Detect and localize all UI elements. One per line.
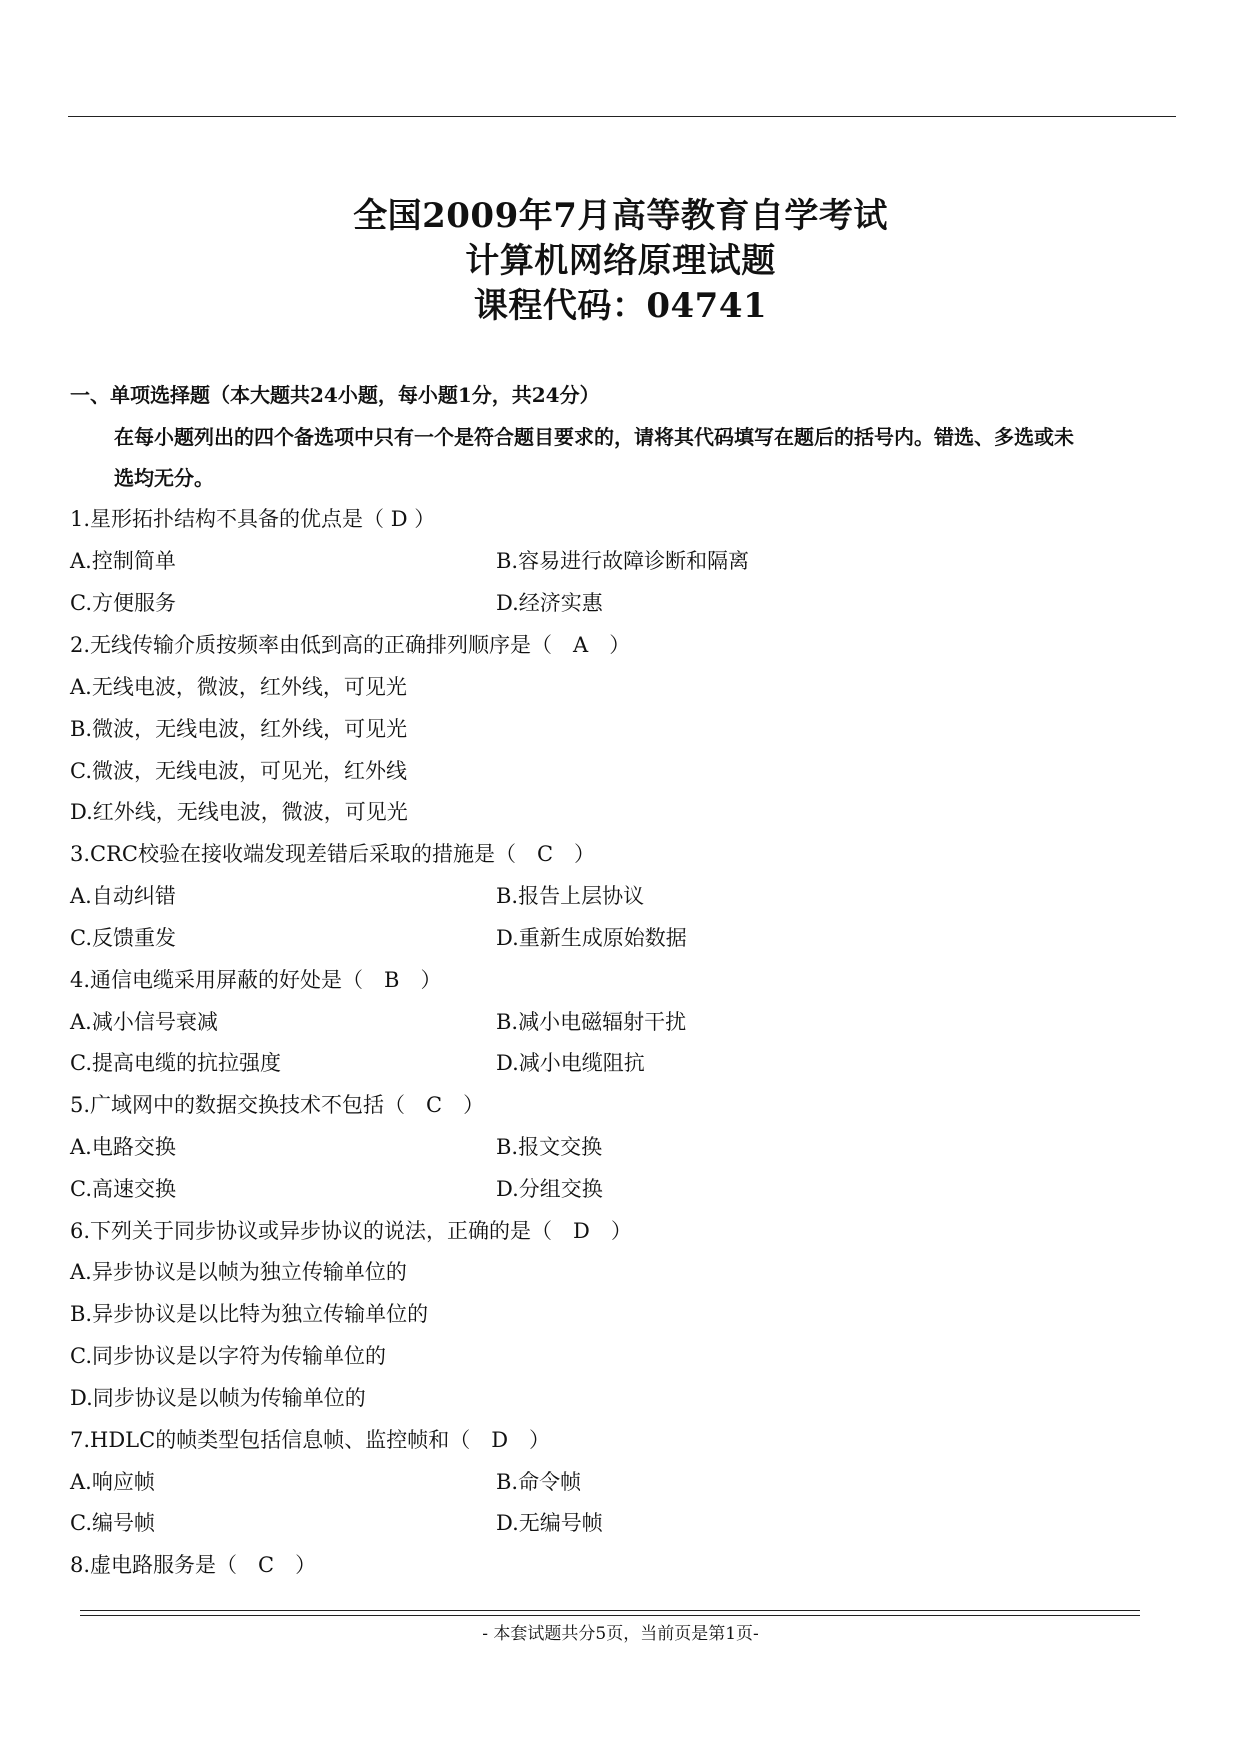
page-footer: - 本套试题共分5页，当前页是第1页- bbox=[482, 1624, 759, 1644]
course-code: 课程代码：04741 bbox=[473, 286, 768, 326]
question-7-option-c: C.编号帧 bbox=[70, 1511, 155, 1535]
question-2-option-c: C.微波，无线电波，可见光，红外线 bbox=[70, 759, 407, 783]
question-1-option-b: B.容易进行故障诊断和隔离 bbox=[496, 549, 750, 573]
section-instruction: 在每小题列出的四个备选项中只有一个是符合题目要求的，请将其代码填写在题后的括号内。错选、多选或未 bbox=[114, 425, 1074, 449]
question-7-option-d: D.无编号帧 bbox=[496, 1511, 603, 1535]
question-7-stem: 7.HDLC的帧类型包括信息帧、监控帧和（ D ） bbox=[70, 1428, 551, 1452]
question-2-option-b: B.微波，无线电波，红外线，可见光 bbox=[70, 717, 408, 741]
question-4-option-d: D.减小电缆阻抗 bbox=[496, 1051, 645, 1075]
question-5-option-b: B.报文交换 bbox=[496, 1135, 603, 1159]
question-6-option-b: B.异步协议是以比特为独立传输单位的 bbox=[70, 1302, 429, 1326]
question-5-stem: 5.广域网中的数据交换技术不包括（ C ） bbox=[70, 1093, 485, 1117]
question-5-option-d: D.分组交换 bbox=[496, 1177, 603, 1201]
question-6-option-a: A.异步协议是以帧为独立传输单位的 bbox=[70, 1260, 407, 1284]
question-6-option-c: C.同步协议是以字符为传输单位的 bbox=[70, 1344, 386, 1368]
question-4-option-a: A.减小信号衰减 bbox=[70, 1010, 218, 1034]
question-5-option-c: C.高速交换 bbox=[70, 1177, 176, 1201]
question-3-option-a: A.自动纠错 bbox=[70, 884, 176, 908]
question-6-stem: 6.下列关于同步协议或异步协议的说法，正确的是（ D ） bbox=[70, 1219, 632, 1243]
question-1-option-a: A.控制简单 bbox=[70, 549, 176, 573]
question-4-option-b: B.减小电磁辐射干扰 bbox=[496, 1010, 687, 1034]
question-8-stem: 8.虚电路服务是（ C ） bbox=[70, 1553, 317, 1577]
question-2-option-a: A.无线电波，微波，红外线，可见光 bbox=[70, 675, 407, 699]
question-7-option-b: B.命令帧 bbox=[496, 1470, 582, 1494]
question-2-stem: 2.无线传输介质按频率由低到高的正确排列顺序是（ A ） bbox=[70, 633, 631, 657]
header-rule bbox=[68, 116, 1176, 117]
section-instruction-cont: 选均无分。 bbox=[114, 466, 214, 490]
exam-title: 全国2009年7月高等教育自学考试 bbox=[353, 196, 888, 236]
question-2-option-d: D.红外线，无线电波，微波，可见光 bbox=[70, 800, 408, 824]
question-7-option-a: A.响应帧 bbox=[70, 1470, 155, 1494]
question-4-option-c: C.提高电缆的抗拉强度 bbox=[70, 1051, 281, 1075]
question-1-option-c: C.方便服务 bbox=[70, 591, 176, 615]
footer-rule bbox=[80, 1610, 1140, 1616]
question-1-stem: 1.星形拓扑结构不具备的优点是（ D ） bbox=[70, 507, 436, 531]
question-4-stem: 4.通信电缆采用屏蔽的好处是（ B ） bbox=[70, 968, 442, 992]
question-3-option-d: D.重新生成原始数据 bbox=[496, 926, 687, 950]
question-6-option-d: D.同步协议是以帧为传输单位的 bbox=[70, 1386, 366, 1410]
exam-subject: 计算机网络原理试题 bbox=[465, 241, 776, 281]
question-3-option-c: C.反馈重发 bbox=[70, 926, 176, 950]
question-1-option-d: D.经济实惠 bbox=[496, 591, 603, 615]
question-5-option-a: A.电路交换 bbox=[70, 1135, 176, 1159]
question-3-stem: 3.CRC校验在接收端发现差错后采取的措施是（ C ） bbox=[70, 842, 596, 866]
section-heading: 一、单项选择题（本大题共24小题，每小题1分，共24分） bbox=[70, 383, 600, 407]
question-3-option-b: B.报告上层协议 bbox=[496, 884, 645, 908]
